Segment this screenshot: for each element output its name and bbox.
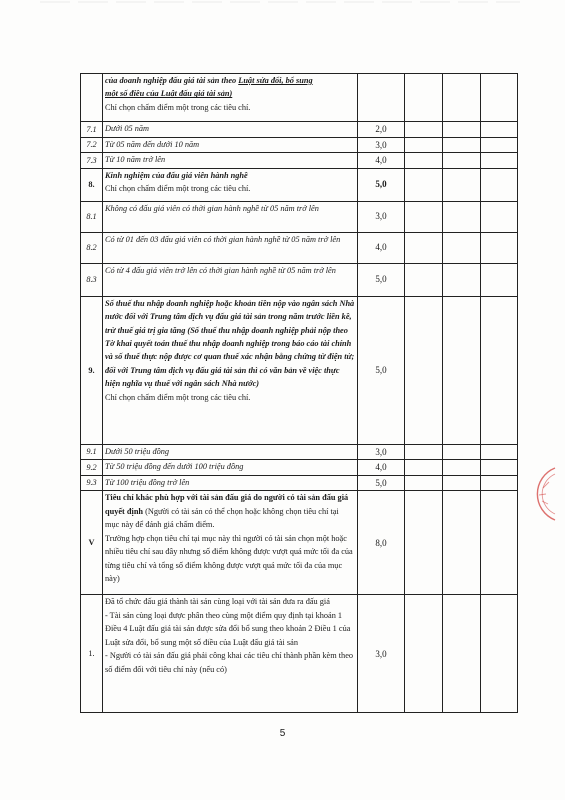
table-row <box>81 122 518 138</box>
row-number: 9.1 <box>81 444 103 460</box>
table-row <box>81 491 518 595</box>
points-value: 5,0 <box>358 296 405 444</box>
table-row <box>81 153 518 169</box>
table-row <box>81 168 518 201</box>
points-value: 3,0 <box>358 201 405 232</box>
points-value: 3,0 <box>358 595 405 713</box>
points-value: 4,0 <box>358 232 405 263</box>
criteria-title: Tiêu chí khác phù hợp với tài sản đấu giá do người có tài sản đấu giá quyết định <box>105 493 349 516</box>
row-number: 7.1 <box>81 122 103 138</box>
table-row <box>81 74 518 122</box>
row-number: 9.2 <box>81 460 103 476</box>
table-row <box>81 232 518 263</box>
criteria-text: Số thuế thu nhập doanh nghiệp hoặc khoản tiền nộp vào ngân sách Nhà nước đối với Trung tâm dịch vụ đấu giá tài sản trong năm trước liền kề, trừ thuế giá trị gia tăng (Số thuế thu nhập doanh nghiệp phải nộp theo Tờ khai quyết toán thuế thu nhập doanh nghiệp trong báo cáo tài chính và số thuế thực nộp được cơ quan thuế xác nhận bằng chứng từ điện tử; đối với Trung tâm dịch vụ đấu giá tài sản thì có văn bản về việc thực hiện nghĩa vụ thuế với ngân sách Nhà nước) Chỉ chọn chấm điểm một trong các tiêu chí. <box>103 296 358 444</box>
criteria-text: Có từ 4 đấu giá viên trở lên có thời gian hành nghề từ 05 năm trở lên <box>103 263 358 296</box>
table-row <box>81 475 518 491</box>
row-number: 9.3 <box>81 475 103 491</box>
criteria-text: Dưới 05 năm <box>103 122 358 138</box>
law-link[interactable]: Luật sửa đổi, bổ sung <box>238 76 313 85</box>
criteria-text: Không có đấu giá viên có thời gian hành nghề từ 05 năm trở lên <box>103 201 358 232</box>
points-value: 4,0 <box>358 460 405 476</box>
points-value: 5,0 <box>358 475 405 491</box>
law-link[interactable]: một số điều của Luật đấu giá tài sản) <box>105 89 233 99</box>
criteria-text: Có từ 01 đến 03 đấu giá viên có thời gian hành nghề từ 05 năm trở lên <box>103 232 358 263</box>
criteria-title: Số thuế thu nhập doanh nghiệp hoặc khoản tiền nộp vào ngân sách Nhà nước đối với Trung tâm dịch vụ đấu giá tài sản trong năm trước liền kề, trừ thuế giá trị gia tăng (Số thuế thu nhập doanh nghiệp phải nộp theo Tờ khai quyết toán thuế thu nhập doanh nghiệp trong báo cáo tài chính và số thuế thực nộp được cơ quan thuế xác nhận bằng chứng từ điện tử; đối với Trung tâm dịch vụ đấu giá tài sản thì có văn bản về việc thực hiện nghĩa vụ thuế với ngân sách Nhà nước) <box>105 298 355 389</box>
row-number: 8. <box>81 168 103 201</box>
table-row <box>81 444 518 460</box>
points-value: 2,0 <box>358 122 405 138</box>
criteria-title: Kinh nghiệm của đấu giá viên hành nghề <box>105 170 248 180</box>
table-row <box>81 201 518 232</box>
criteria-text: của doanh nghiệp đấu giá tài sản theo Luật sửa đổi, bổ sung một số điều của Luật đấu giá tài sản) Chỉ chọn chấm điểm một trong các tiêu chí. <box>103 74 358 122</box>
criteria-text: Từ 50 triệu đồng đến dưới 100 triệu đồng <box>103 460 358 476</box>
points-value: 4,0 <box>358 153 405 169</box>
table-row <box>81 263 518 296</box>
points-value: 3,0 <box>358 444 405 460</box>
table-row <box>81 296 518 444</box>
row-number: 8.1 <box>81 201 103 232</box>
criteria-text: Tiêu chí khác phù hợp với tài sản đấu giá do người có tài sản đấu giá quyết định (Người có tài sản có thể chọn hoặc không chọn tiêu chí tại mục này để đánh giá chấm điểm. Trường hợp chọn tiêu chí tại mục này thì người có tài sản chọn một hoặc nhiều tiêu chí sau đây nhưng số điểm không được vượt quá mức tối đa của từng tiêu chí và tổng số điểm không được vượt quá mức tối đa của mục này) <box>103 491 358 595</box>
red-seal-stamp-icon <box>521 466 557 522</box>
row-number: 8.2 <box>81 232 103 263</box>
row-number: 7.3 <box>81 153 103 169</box>
row-number: 1. <box>81 595 103 713</box>
table-row <box>81 595 518 713</box>
table-row <box>81 460 518 476</box>
row-number: V <box>81 491 103 595</box>
criteria-text: Từ 100 triệu đồng trở lên <box>103 475 358 491</box>
criteria-table <box>80 73 518 713</box>
criteria-text: Từ 05 năm đến dưới 10 năm <box>103 137 358 153</box>
criteria-text: Từ 10 năm trở lên <box>103 153 358 169</box>
criteria-text: Kinh nghiệm của đấu giá viên hành nghề Chỉ chọn chấm điểm một trong các tiêu chí. <box>103 168 358 201</box>
criteria-text: Đã tổ chức đấu giá thành tài sản cùng loại với tài sản đưa ra đấu giá - Tài sản cùng loại được phân theo cùng một điểm quy định tại khoản 1 Điều 4 Luật đấu giá tài sản được sửa đổi bổ sung theo khoản 2 Điều 1 của Luật sửa đổi, bổ sung một số điều của Luật đấu giá tài sản - Người có tài sản đấu giá phải công khai các tiêu chí thành phần kèm theo số điểm đối với tiêu chí này (nếu có) <box>103 595 358 713</box>
scan-artifact-line <box>0 0 565 6</box>
points-value: 5,0 <box>358 168 405 201</box>
points-value: 3,0 <box>358 137 405 153</box>
row-number: 9. <box>81 296 103 444</box>
table-row <box>81 137 518 153</box>
page-number: 5 <box>279 728 286 739</box>
row-number: 7.2 <box>81 137 103 153</box>
criteria-text: Dưới 50 triệu đồng <box>103 444 358 460</box>
points-value: 8,0 <box>358 491 405 595</box>
row-number: 8.3 <box>81 263 103 296</box>
points-value: 5,0 <box>358 263 405 296</box>
